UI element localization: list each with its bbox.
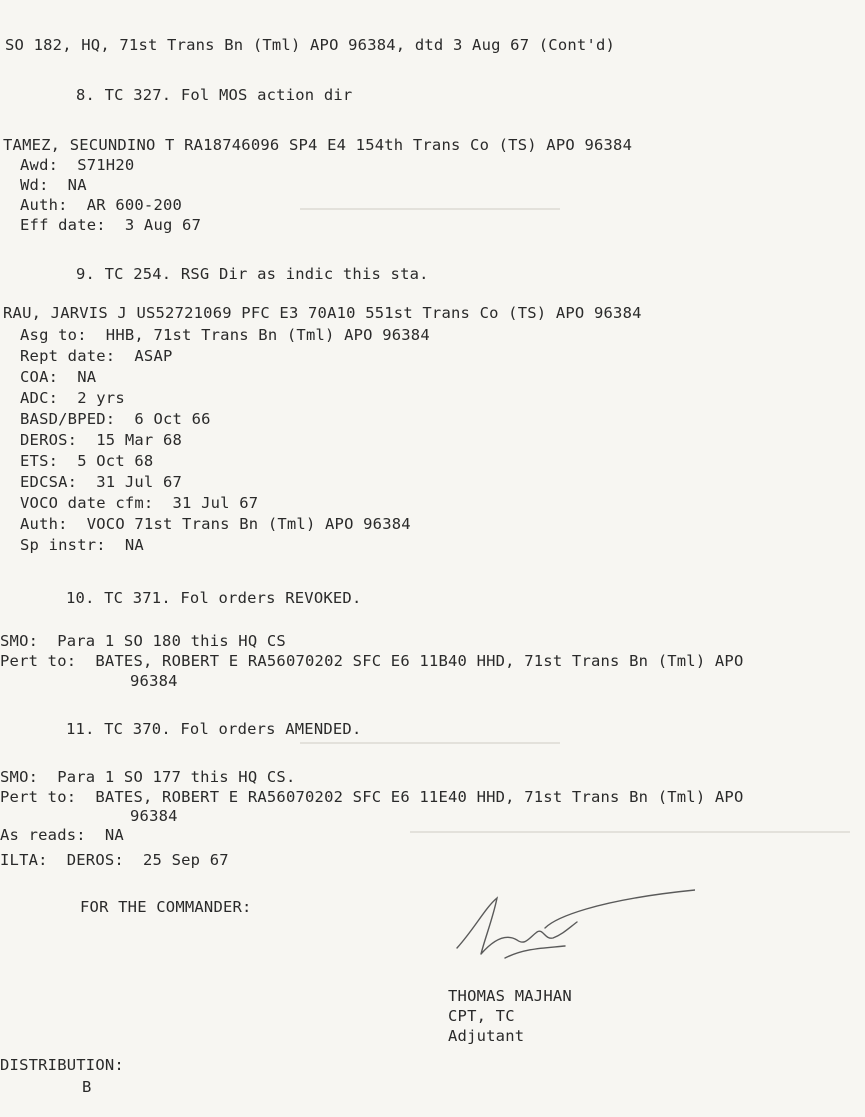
para-8-wd: Wd: NA [20,176,87,194]
para-10-title: 10. TC 371. Fol orders REVOKED. [66,589,362,607]
para-11-smo: SMO: Para 1 SO 177 this HQ CS. [0,768,296,786]
para-8-eff-date: Eff date: 3 Aug 67 [20,216,202,234]
para-9-auth: Auth: VOCO 71st Trans Bn (Tml) APO 96384 [20,515,411,533]
scan-artifact [410,831,850,833]
para-9-ets: ETS: 5 Oct 68 [20,452,154,470]
para-9-deros: DEROS: 15 Mar 68 [20,431,183,449]
para-11-pert: Pert to: BATES, ROBERT E RA56070202 SFC E6 11E40 HHD, 71st Trans Bn (Tml) APO [0,788,744,806]
scan-artifact [300,742,560,744]
para-8-name: TAMEZ, SECUNDINO T RA18746096 SP4 E4 154th Trans Co (TS) APO 96384 [3,136,633,154]
order-header: SO 182, HQ, 71st Trans Bn (Tml) APO 96384, dtd 3 Aug 67 (Cont'd) [5,36,616,54]
para-9-voco-date: VOCO date cfm: 31 Jul 67 [20,494,259,512]
para-8-auth: Auth: AR 600-200 [20,196,183,214]
para-9-coa: COA: NA [20,368,97,386]
signer-name: THOMAS MAJHAN [448,987,572,1005]
para-9-rpt: Rept date: ASAP [20,347,173,365]
para-8-awd: Awd: S71H20 [20,156,135,174]
para-9-asg: Asg to: HHB, 71st Trans Bn (Tml) APO 96384 [20,326,430,344]
signature [445,888,695,970]
para-9-edcsa: EDCSA: 31 Jul 67 [20,473,183,491]
para-9-sp-instr: Sp instr: NA [20,536,144,554]
distribution-code: B [82,1078,92,1096]
signer-rank: CPT, TC [448,1007,515,1025]
signer-title: Adjutant [448,1027,525,1045]
para-9-title: 9. TC 254. RSG Dir as indic this sta. [76,265,429,283]
distribution-label: DISTRIBUTION: [0,1056,124,1074]
para-8-title: 8. TC 327. Fol MOS action dir [76,86,353,104]
para-11-as-reads: As reads: NA [0,826,124,844]
para-9-name: RAU, JARVIS J US52721069 PFC E3 70A10 551st Trans Co (TS) APO 96384 [3,304,642,322]
para-10-pert: Pert to: BATES, ROBERT E RA56070202 SFC E6 11B40 HHD, 71st Trans Bn (Tml) APO [0,652,744,670]
para-11-title: 11. TC 370. Fol orders AMENDED. [66,720,362,738]
para-11-ilta: ILTA: DEROS: 25 Sep 67 [0,851,229,869]
para-9-basd: BASD/BPED: 6 Oct 66 [20,410,211,428]
scan-artifact [300,208,560,210]
para-9-adc: ADC: 2 yrs [20,389,125,407]
para-10-pert-cont: 96384 [130,672,178,690]
para-10-smo: SMO: Para 1 SO 180 this HQ CS [0,632,286,650]
para-11-pert-cont: 96384 [130,807,178,825]
for-commander: FOR THE COMMANDER: [80,898,252,916]
